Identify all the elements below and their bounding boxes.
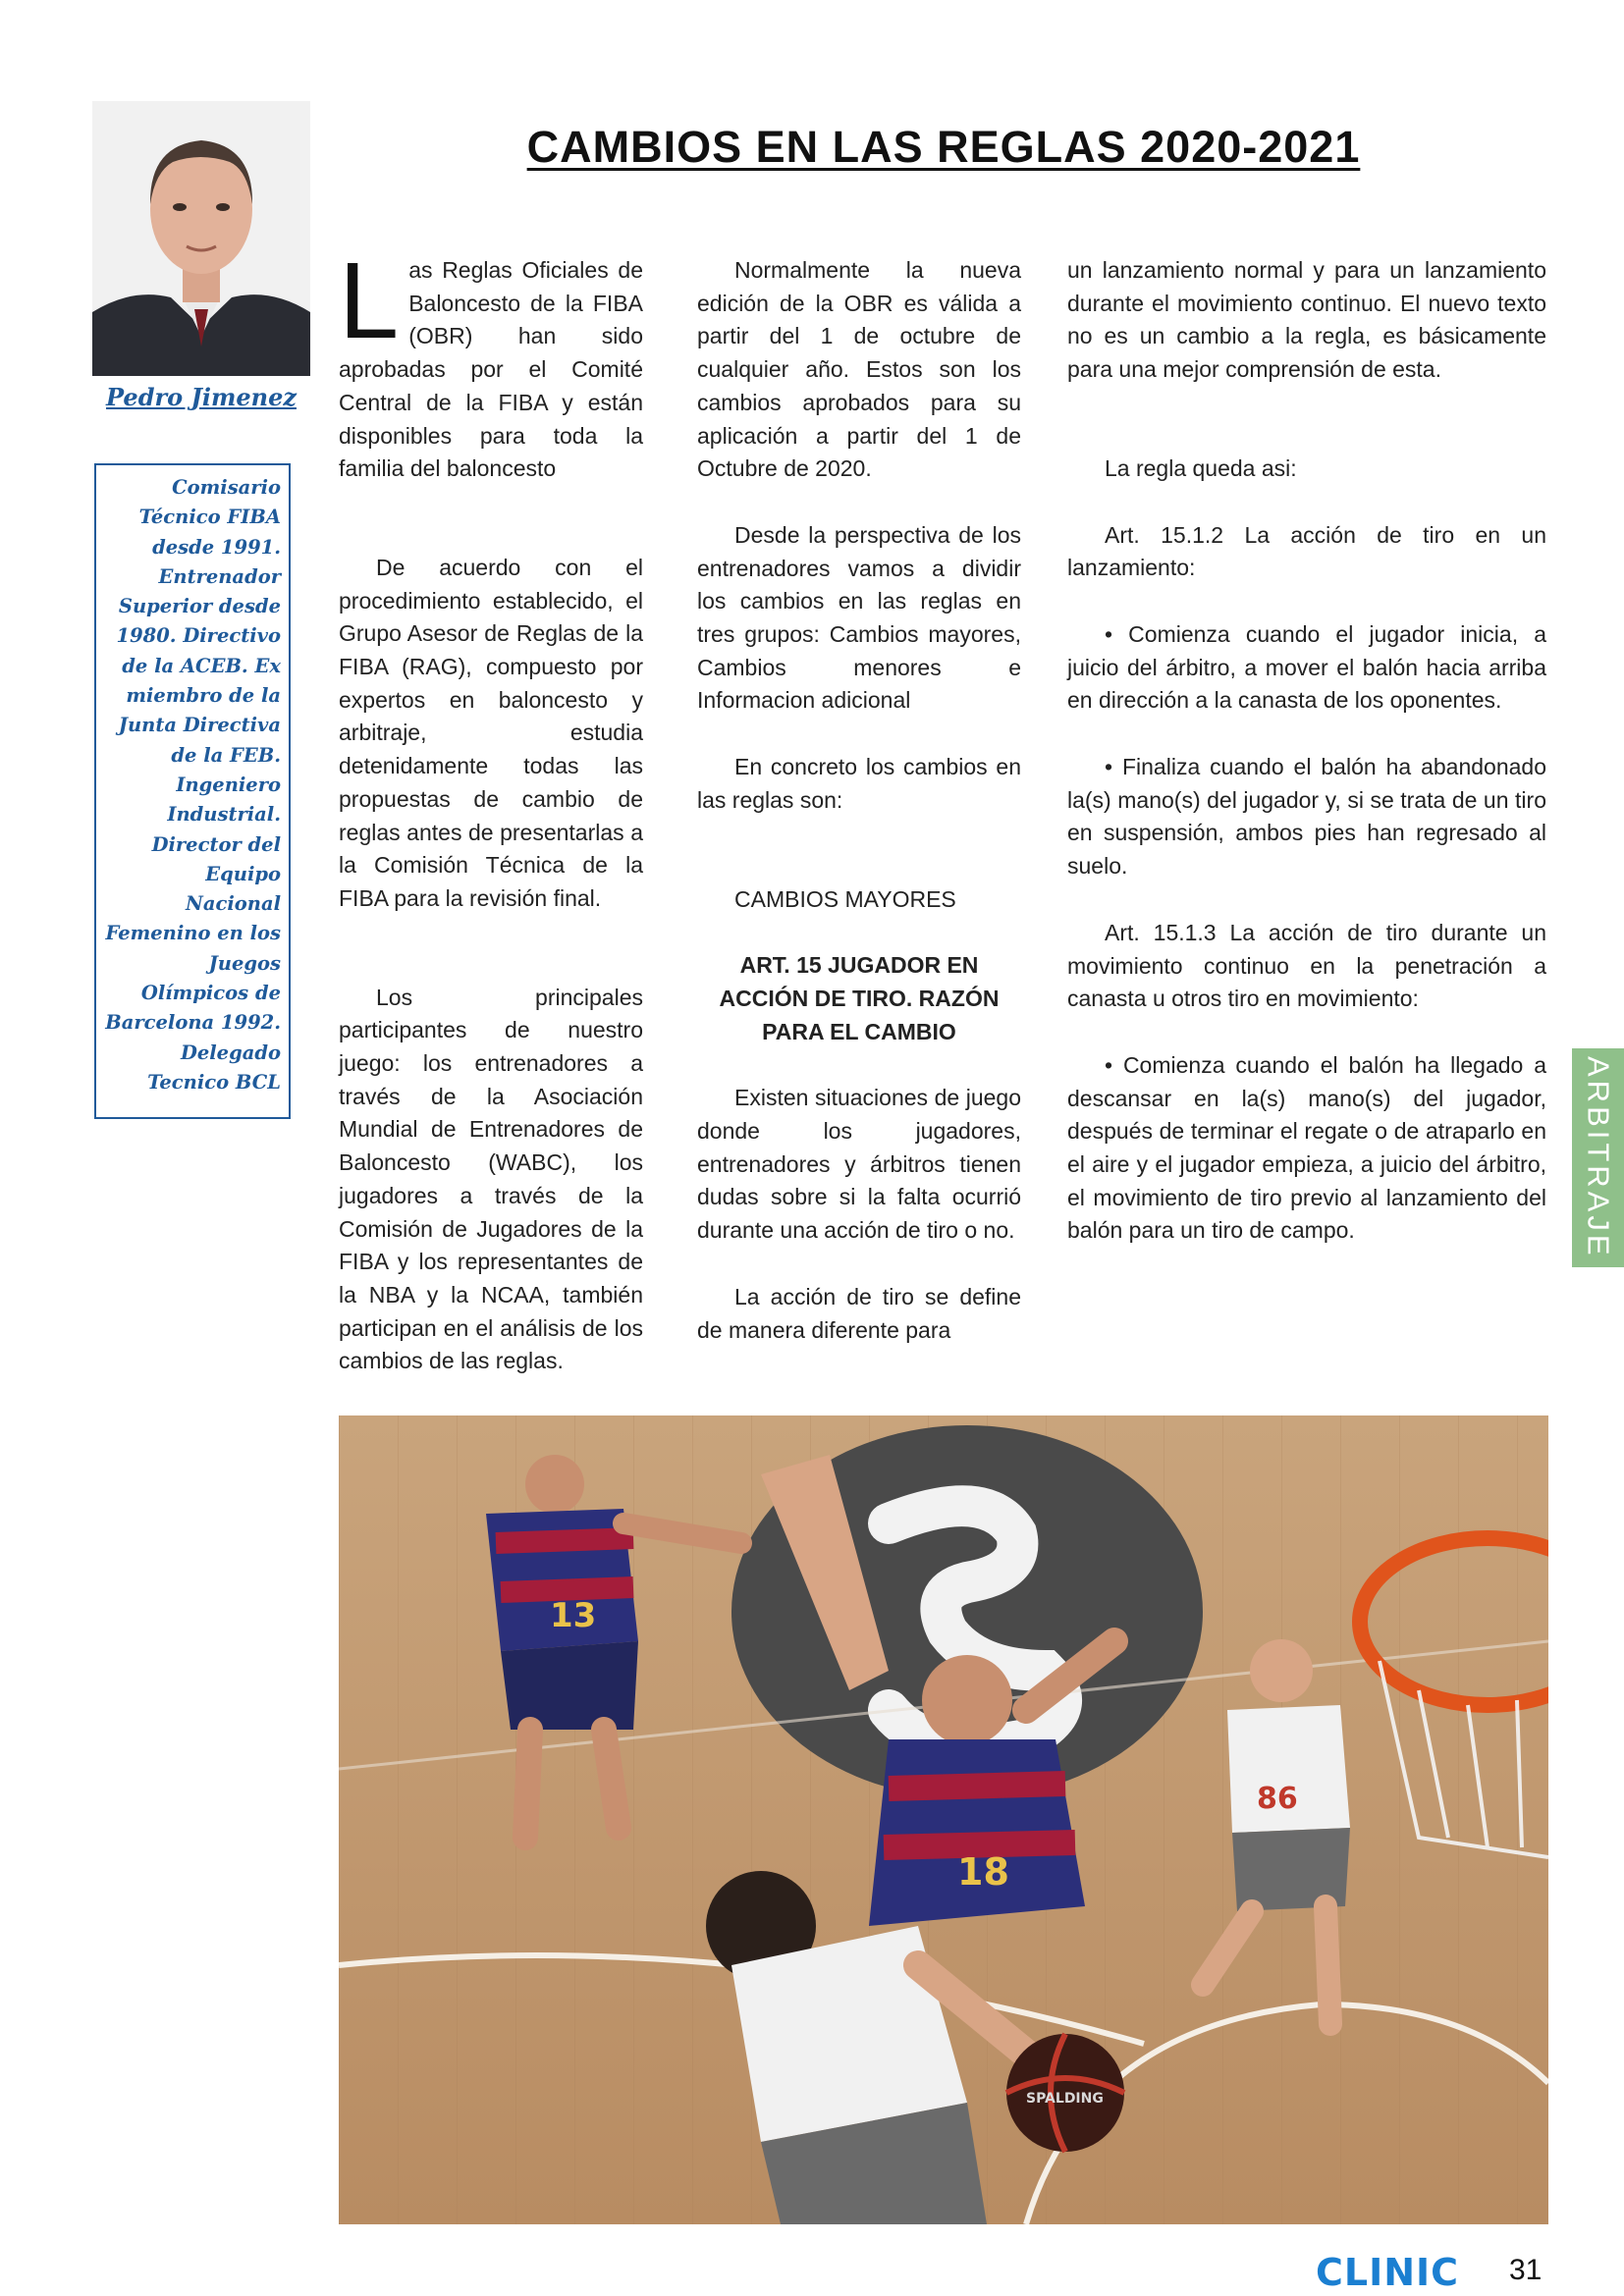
- paragraph: Normalmente la nueva edición de la OBR es válida a partir del 1 de octubre de cualquier año. Estos son los cambios aprobados para su aplicación a partir del 1 de Octubre de 2020.: [697, 257, 1021, 482]
- paragraph: De acuerdo con el procedimiento establecido, el Grupo Asesor de Reglas de la FIBA (RAG), compuesto por expertos en baloncesto y arbitraje, estudia detenidamente todas las propuestas de cambio de reglas antes de presentarlas a la Comisión Técnica de la FIBA para la revisión final.: [339, 554, 643, 911]
- drop-cap: L: [339, 240, 400, 361]
- paragraph-text: as Reglas Oficiales de Baloncesto de la FIBA (OBR) han sido aprobadas por el Comité Central de la FIBA y están disponibles para toda la familia del baloncesto: [339, 257, 643, 482]
- jersey-number: 18: [957, 1850, 1009, 1894]
- article-column-1: [339, 240, 643, 1378]
- rule-bullet: • Comienza cuando el balón ha llegado a descansar en la(s) mano(s) del jugador, después de terminar el regate o de atraparlo en el aire y el jugador empieza, a juicio del árbitro, el movimiento de tiro previo al lanzamiento del balón para un tiro de campo.: [1067, 1051, 1546, 1244]
- paragraph: La regla queda asi:: [1105, 454, 1297, 481]
- rule-bullet: • Comienza cuando el jugador inicia, a juicio del árbitro, a mover el balón hacia arriba en dirección a la canasta de los oponentes.: [1067, 620, 1546, 714]
- author-photo: [92, 101, 310, 376]
- paragraph: un lanzamiento normal y para un lanzamiento durante el movimiento continuo. El nuevo texto no es un cambio a la regla, es básicamente para una mejor comprensión de esta.: [1067, 257, 1546, 383]
- jersey-number: 86: [1257, 1782, 1298, 1816]
- author-bio: Comisario Técnico FIBA desde 1991. Entrenador Superior desde 1980. Directivo de la ACEB. Ex miembro de la Junta Directiva de la FEB. Ingeniero Industrial. Director del Equipo Nacional Femenino en los Juegos Olímpicos de Barcelona 1992. Delegado Tecnico BCL: [105, 476, 281, 1094]
- section-heading: ART. 15 JUGADOR EN ACCIÓN DE TIRO. RAZÓN PARA EL CAMBIO: [719, 952, 1000, 1044]
- rule-bullet: • Finaliza cuando el balón ha abandonado la(s) mano(s) del jugador y, si se trata de un tiro en suspensión, ambos pies han regresado al suelo.: [1067, 754, 1546, 880]
- author-portrait: [92, 101, 310, 376]
- author-bio-box: [94, 463, 291, 1119]
- basketball: [1006, 2034, 1124, 2152]
- basketball-scene: [339, 1415, 1548, 2224]
- article-column-3: [1067, 254, 1546, 1248]
- paragraph: Los principales participantes de nuestro juego: los entrenadores a través de la Asociación Mundial de Entrenadores de Baloncesto (WABC), los jugadores a través de la Comisión de Jugadores de la FIBA y los representantes de la NBA y la NCAA, también participan en el análisis de los cambios de las reglas.: [339, 984, 643, 1374]
- section-label: CAMBIOS MAYORES: [734, 885, 956, 912]
- paragraph: [339, 240, 643, 486]
- rule-article: Art. 15.1.2 La acción de tiro en un lanzamiento:: [1067, 521, 1546, 581]
- jersey-number: 13: [550, 1596, 597, 1635]
- page-title: CAMBIOS EN LAS REGLAS 2020-2021: [526, 122, 1361, 172]
- clinic-logo: CLINIC: [1316, 2251, 1460, 2294]
- paragraph: En concreto los cambios en las reglas son:: [697, 754, 1021, 813]
- author-name: Pedro Jimenez: [106, 383, 297, 411]
- paragraph: Desde la perspectiva de los entrenadores vamos a dividir los cambios en las reglas en tres grupos: Cambios mayores, Cambios menores e Informacion adicional: [697, 521, 1021, 714]
- page-number: 31: [1509, 2254, 1543, 2286]
- article-column-2: [697, 254, 1021, 1347]
- section-side-tab: [1572, 1048, 1624, 1267]
- rule-article: Art. 15.1.3 La acción de tiro durante un movimiento continuo en la penetración a canasta u otros tiro en movimiento:: [1067, 919, 1546, 1012]
- ball-brand: SPALDING: [1026, 2091, 1104, 2107]
- paragraph: La acción de tiro se define de manera diferente para: [697, 1283, 1021, 1343]
- side-tab-label: ARBITRAJE: [1581, 1056, 1616, 1259]
- paragraph: Existen situaciones de juego donde los jugadores, entrenadores y árbitros tienen dudas sobre si la falta ocurrió durante una acción de tiro o no.: [697, 1085, 1021, 1244]
- basketball-game-photo: [339, 1415, 1548, 2224]
